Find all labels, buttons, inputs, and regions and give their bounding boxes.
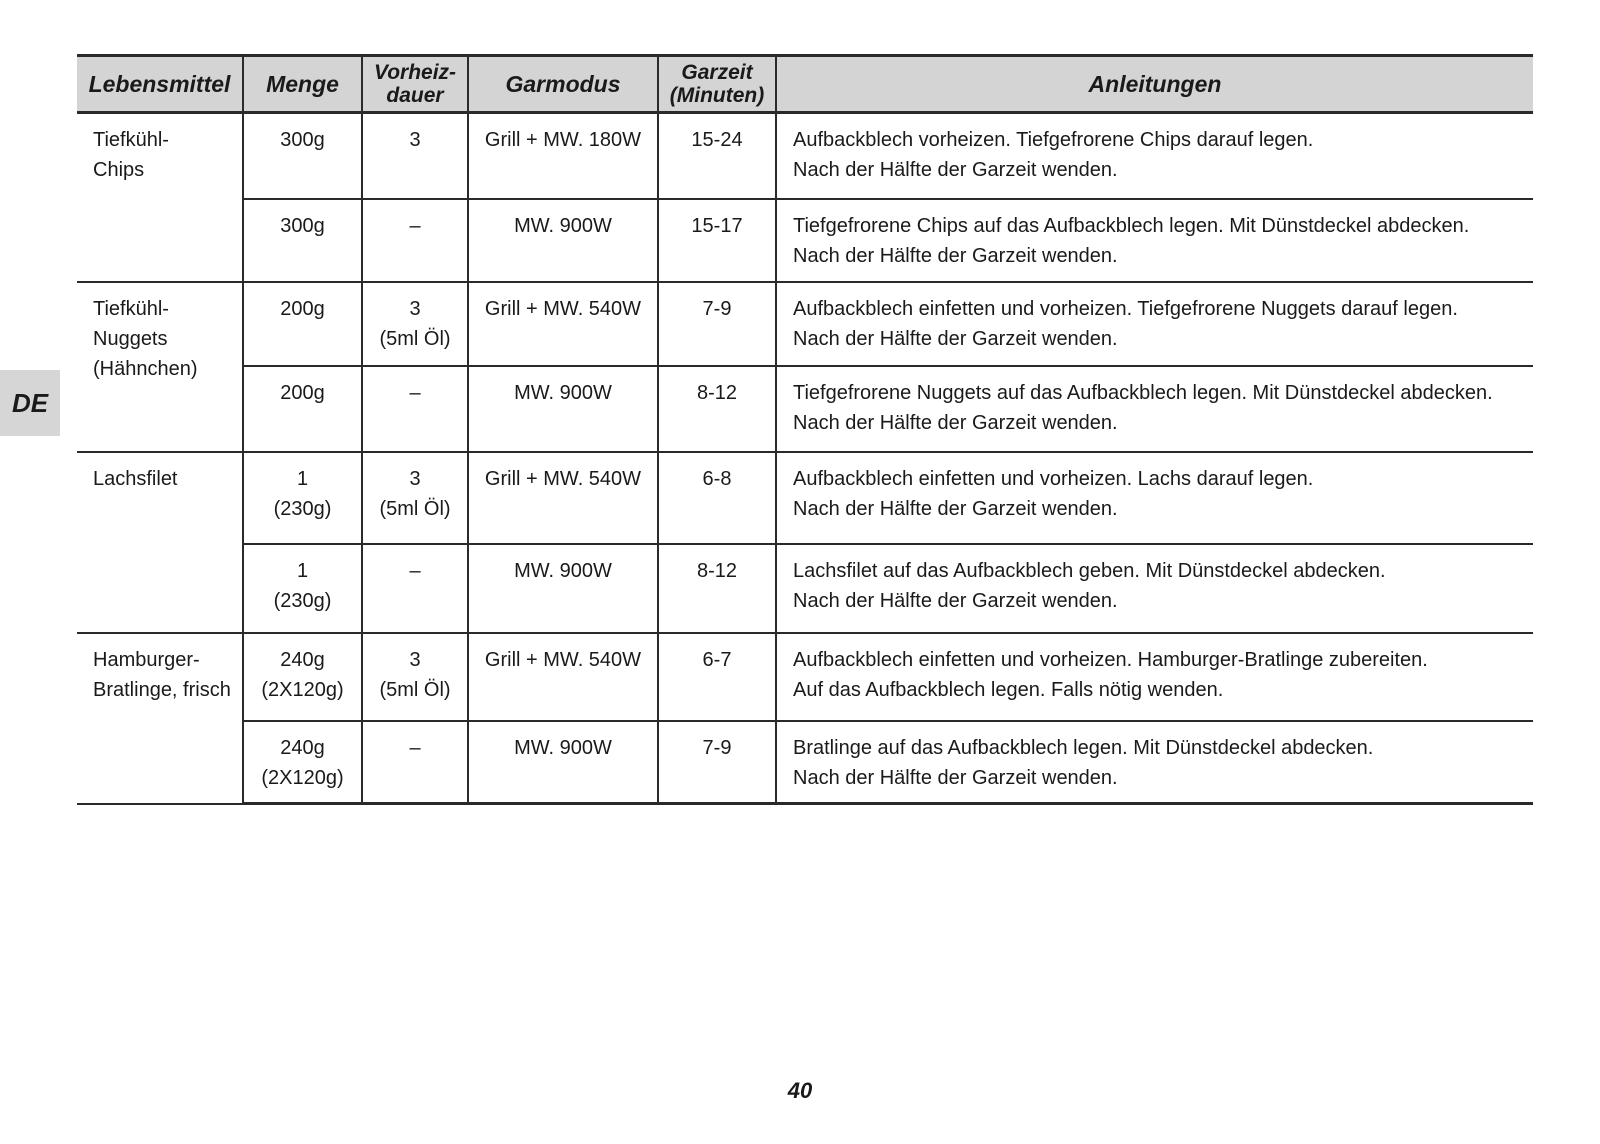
header-time: [658, 56, 776, 113]
preheat-cell: [362, 633, 468, 721]
header-preheat: [362, 56, 468, 113]
header-amount: Menge: [243, 56, 362, 113]
header-mode: Garmodus: [468, 56, 658, 113]
food-cell-line: Lachsfilet: [93, 467, 178, 490]
mode-cell: MW. 900W: [468, 721, 658, 804]
time-cell: 6-8: [658, 452, 776, 544]
instructions-cell-line: Nach der Hälfte der Garzeit wenden.: [793, 766, 1118, 789]
instructions-cell-line: Auf das Aufbackblech legen. Falls nötig wenden.: [793, 678, 1224, 701]
mode-cell: MW. 900W: [468, 366, 658, 452]
preheat-cell: [362, 452, 468, 544]
amount-cell-line: 300g: [280, 214, 325, 237]
preheat-cell-line: 3: [409, 129, 421, 151]
mode-cell: Grill + MW. 540W: [468, 633, 658, 721]
amount-cell: [243, 282, 362, 366]
table-row: [77, 633, 1533, 721]
instructions-cell-line: Lachsfilet auf das Aufbackblech geben. Mit Dünstdeckel abdecken.: [793, 559, 1386, 582]
time-cell: 15-24: [658, 113, 776, 199]
preheat-cell: [362, 721, 468, 804]
time-cell: 7-9: [658, 721, 776, 804]
preheat-cell: [362, 282, 468, 366]
amount-cell-line: 300g: [280, 129, 325, 151]
mode-cell: MW. 900W: [468, 199, 658, 282]
mode-cell: Grill + MW. 540W: [468, 282, 658, 366]
preheat-cell-line: –: [409, 559, 421, 582]
instructions-cell-line: Nach der Hälfte der Garzeit wenden.: [793, 159, 1118, 181]
language-tab-label: DE: [11, 387, 49, 418]
instructions-cell: [776, 544, 1533, 633]
header-time-line: Garzeit: [681, 61, 753, 84]
preheat-cell-line: 3: [409, 297, 421, 320]
table-row: [77, 199, 1533, 282]
preheat-cell-line: –: [409, 214, 421, 237]
instructions-cell: [776, 633, 1533, 721]
food-cell-line: Chips: [93, 159, 145, 181]
instructions-cell-line: Bratlinge auf das Aufbackblech legen. Mit Dünstdeckel abdecken.: [793, 736, 1374, 759]
instructions-cell-line: Aufbackblech einfetten und vorheizen. Lachs darauf legen.: [793, 467, 1314, 490]
table-row: [77, 544, 1533, 633]
cooking-table: [77, 54, 1533, 805]
mode-cell: MW. 900W: [468, 544, 658, 633]
table-row: [77, 282, 1533, 366]
time-cell: 7-9: [658, 282, 776, 366]
amount-cell: [243, 633, 362, 721]
preheat-cell-line: –: [409, 381, 421, 404]
table-row: [77, 452, 1533, 544]
instructions-cell: [776, 199, 1533, 282]
mode-cell: Grill + MW. 540W: [468, 452, 658, 544]
instructions-cell: [776, 366, 1533, 452]
time-cell: 8-12: [658, 544, 776, 633]
instructions-cell-line: Tiefgefrorene Nuggets auf das Aufbackblech legen. Mit Dünstdeckel abdecken.: [793, 381, 1493, 404]
food-cell: [77, 282, 243, 452]
header-instructions: Anleitungen: [776, 56, 1533, 113]
instructions-cell-line: Tiefgefrorene Chips auf das Aufbackblech legen. Mit Dünstdeckel abdecken.: [793, 214, 1470, 237]
instructions-cell-line: Nach der Hälfte der Garzeit wenden.: [793, 497, 1118, 520]
amount-cell-line: 240g: [280, 648, 325, 671]
amount-cell: [243, 113, 362, 199]
table-body: [77, 113, 1533, 804]
food-cell-line: Tiefkühl-: [93, 297, 169, 320]
instructions-cell-line: Nach der Hälfte der Garzeit wenden.: [793, 327, 1118, 350]
preheat-cell-line: (5ml Öl): [379, 327, 451, 350]
food-cell: [77, 113, 243, 282]
amount-cell-line: 1: [296, 559, 309, 582]
food-cell-line: Bratlinge, frisch: [93, 678, 231, 701]
amount-cell-line: 240g: [280, 736, 325, 759]
instructions-cell: [776, 282, 1533, 366]
preheat-cell: [362, 544, 468, 633]
food-cell-line: Tiefkühl-: [93, 129, 169, 151]
preheat-cell-line: (5ml Öl): [379, 497, 451, 520]
header-preheat-line: Vorheiz-: [373, 61, 457, 84]
page-number: 40: [787, 1078, 813, 1103]
amount-cell: [243, 452, 362, 544]
amount-cell-line: (230g): [273, 497, 332, 520]
time-cell: 8-12: [658, 366, 776, 452]
language-tab: [0, 370, 60, 436]
instructions-cell: [776, 113, 1533, 199]
preheat-cell: [362, 366, 468, 452]
table-row: [77, 113, 1533, 199]
amount-cell: [243, 199, 362, 282]
preheat-cell-line: (5ml Öl): [379, 678, 451, 701]
instructions-cell-line: Aufbackblech einfetten und vorheizen. Tiefgefrorene Nuggets darauf legen.: [793, 297, 1458, 320]
amount-cell-line: (2X120g): [261, 678, 344, 701]
amount-cell: [243, 366, 362, 452]
preheat-cell-line: 3: [409, 648, 421, 671]
instructions-cell: [776, 721, 1533, 804]
header-time-line: (Minuten): [669, 84, 765, 107]
table-row: [77, 366, 1533, 452]
time-cell: 15-17: [658, 199, 776, 282]
amount-cell-line: 1: [296, 467, 309, 490]
preheat-cell: [362, 199, 468, 282]
amount-cell-line: 200g: [280, 297, 325, 320]
preheat-cell-line: 3: [409, 467, 421, 490]
instructions-cell-line: Aufbackblech vorheizen. Tiefgefrorene Chips darauf legen.: [793, 129, 1314, 151]
amount-cell: [243, 721, 362, 804]
header-preheat-line: dauer: [386, 84, 444, 107]
time-cell: 6-7: [658, 633, 776, 721]
food-cell-line: Nuggets: [93, 327, 168, 350]
mode-cell: Grill + MW. 180W: [468, 113, 658, 199]
preheat-cell: [362, 113, 468, 199]
amount-cell: [243, 544, 362, 633]
table-header: [77, 56, 1533, 113]
instructions-cell: [776, 452, 1533, 544]
instructions-cell-line: Aufbackblech einfetten und vorheizen. Hamburger-Bratlinge zubereiten.: [793, 648, 1428, 671]
instructions-cell-line: Nach der Hälfte der Garzeit wenden.: [793, 589, 1118, 612]
table-row: [77, 721, 1533, 804]
food-cell: [77, 452, 243, 633]
amount-cell-line: (2X120g): [261, 766, 344, 789]
food-cell: [77, 633, 243, 804]
header-food: Lebensmittel: [77, 56, 243, 113]
instructions-cell-line: Nach der Hälfte der Garzeit wenden.: [793, 411, 1118, 434]
food-cell-line: (Hähnchen): [93, 357, 198, 380]
amount-cell-line: (230g): [273, 589, 332, 612]
instructions-cell-line: Nach der Hälfte der Garzeit wenden.: [793, 244, 1118, 267]
food-cell-line: Hamburger-: [93, 648, 200, 671]
amount-cell-line: 200g: [280, 381, 325, 404]
preheat-cell-line: –: [409, 736, 421, 759]
